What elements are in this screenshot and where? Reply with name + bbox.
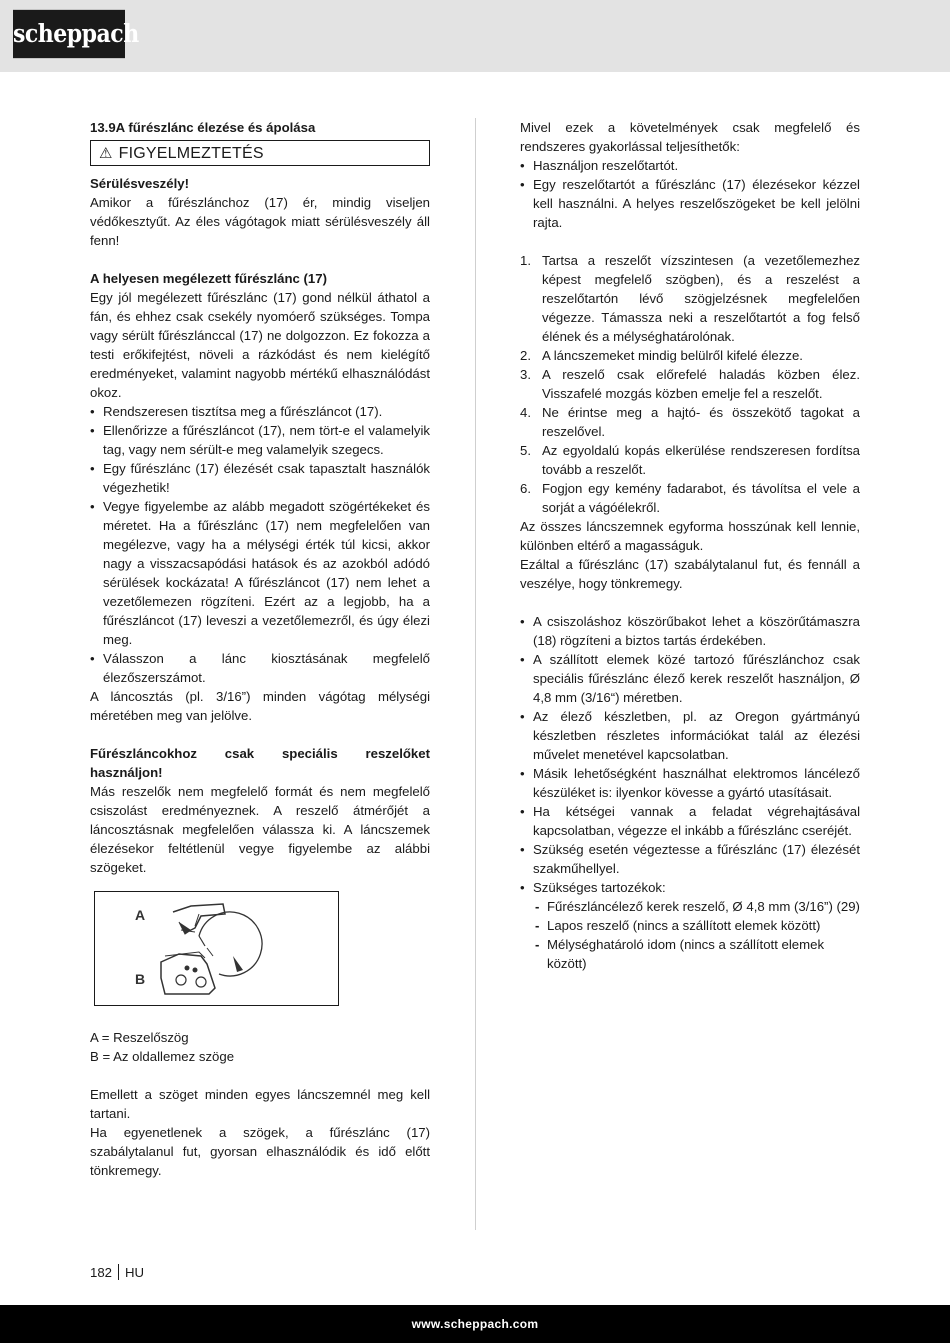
danger-text: Amikor a fűrészlánchoz (17) ér, mindig viseljen védőkesztyűt. Az éles vágótagok miatt sérülésveszély áll fenn! xyxy=(90,195,430,248)
diagram-label-a: A xyxy=(135,907,146,923)
danger-title: Sérülésveszély! xyxy=(90,176,189,191)
list-item: • A csiszoláshoz köszörűbakot lehet a köszörűtámaszra (18) rögzíteni a biztos tartás érdekében. xyxy=(520,612,860,650)
angle-diagram xyxy=(94,891,339,1006)
chain-tooth-illustration xyxy=(95,892,338,1005)
tips-bullet-list xyxy=(520,612,860,897)
files-title: Fűrészláncokhoz csak speciális reszelőket használjon! xyxy=(90,746,430,780)
files-text: Más reszelők nem megfelelő formát és nem megfelelő csiszolást eredményeznek. A reszelő átmérőjét a láncosztásnak megfelelően válassza ki. A láncszemek élezésekor feltétlenül vegye figyelembe az alábbi szögeket. xyxy=(90,784,430,875)
page-number-separator xyxy=(118,1264,119,1280)
scheppach-logo: scheppach xyxy=(13,10,125,58)
list-item: • Vegye figyelembe az alább megadott szögértékeket és méretet. Ha a fűrészlánc (17) nem megfelelően van megélezve, vagy ha a mélységi érték túl kicsi, akkor nagy a visszacsapódási hatások és az azokból adódó sérülések kockázata! A fűrészláncot (17) nem lehet a vezetőlemezen rögzíteni. Ezért az a legjobb, ha a fűrészláncot (17) leveszi a vezetőlemezről, és úgy élezi meg. xyxy=(90,497,430,649)
caption-a: A = Reszelőszög xyxy=(90,1030,189,1045)
list-item: 2. A láncszemeket mindig belülről kifelé élezze. xyxy=(520,348,803,363)
section-title: 13.9A fűrészlánc élezése és ápolása xyxy=(90,120,316,135)
list-item: 5. Az egyoldalú kopás elkerülése rendszeresen fordítsa tovább a reszelőt. xyxy=(520,443,860,477)
page-number xyxy=(90,1264,144,1280)
sharp-chain-text: Egy jól megélezett fűrészlánc (17) gond nélkül áthatol a fán, és ehhez csak csekély nyomóerő szükséges. Tompa vagy sérült fűrészlánccal (17) ne dolgozzon. Ez fokozza a testi erőkifejtést, növeli a rázkódást és nem kielégítő eredményeket, valamint nagyobb mértékű elhasználódást okoz. xyxy=(90,290,430,400)
list-item: • Ellenőrizze a fűrészláncot (17), nem tört-e el valamelyik tag, vagy nem sérült-e meg valamelyik szegecs. xyxy=(90,421,430,459)
sharp-chain-title: A helyesen megélezett fűrészlánc (17) xyxy=(90,271,327,286)
intro-bullet-list xyxy=(520,156,860,232)
page-language: HU xyxy=(125,1264,145,1280)
warning-triangle-icon: ⚠ xyxy=(99,144,113,162)
list-item: • Egy fűrészlánc (17) élezését csak tapasztalt használók végezhetik! xyxy=(90,459,430,497)
list-item: • Ha kétségei vannak a feladat végrehajtásával kapcsolatban, végezze el inkább a fűrészlánc cseréjét. xyxy=(520,802,860,840)
caption-b: B = Az oldallemez szöge xyxy=(90,1049,235,1064)
sharpening-steps xyxy=(520,251,860,517)
list-item: • Válasszon a lánc kiosztásának megfelelő élezőszerszámot. xyxy=(90,649,430,687)
angle-text: Emellett a szöget minden egyes láncszemnél meg kell tartani. xyxy=(90,1087,430,1121)
warning-title: FIGYELMEZTETÉS xyxy=(118,144,264,162)
list-item: • Használjon reszelőtartót. xyxy=(520,156,860,175)
list-item: • Másik lehetőségként használhat elektromos láncélező készüléket is: ilyenkor kövesse a gyártó utasításait. xyxy=(520,764,860,802)
list-item: • Szükséges tartozékok: xyxy=(520,878,860,897)
diagram-label-b: B xyxy=(135,971,146,987)
page-header xyxy=(0,0,950,72)
list-item: - Fűrészláncélező kerek reszelő, Ø 4,8 mm (3/16”) (29) xyxy=(533,897,860,916)
list-item: • Rendszeresen tisztítsa meg a fűrészláncot (17). xyxy=(90,402,430,421)
list-item: 1. Tartsa a reszelőt vízszintesen (a vezetőlemezhez képest megfelelő szögben), és a reszelést a reszelőtartón lévő szögjelzésnek megfelelően végezze. Támassza neki a reszelőtartót a fog felső élének és a mélységhatárolónak. xyxy=(520,253,860,344)
left-column xyxy=(90,118,430,1180)
page-footer xyxy=(0,1305,950,1343)
list-item: - Lapos reszelő (nincs a szállított elemek között) xyxy=(533,916,860,935)
warning-box xyxy=(90,140,430,166)
list-item: 4. Ne érintse meg a hajtó- és összekötő tagokat a reszelővel. xyxy=(520,405,860,439)
column-divider xyxy=(475,118,476,1230)
list-item: • Az élező készletben, pl. az Oregon gyártmányú készletben részletes információkat talál az élezési művelet menetével kapcsolatban. xyxy=(520,707,860,764)
pitch-text: A láncosztás (pl. 3/16”) minden vágótag mélységi méretében meg van jelölve. xyxy=(90,689,430,723)
uneven-angle-text: Ha egyenetlenek a szögek, a fűrészlánc (17) szabálytalanul fut, gyorsan elhasználódik és idő előtt tönkremegy. xyxy=(90,1125,430,1178)
accessories-list xyxy=(533,897,860,973)
list-item: • Szükség esetén végeztesse a fűrészlánc (17) élezését szakműhellyel. xyxy=(520,840,860,878)
list-item: - Mélységhatároló idom (nincs a szállított elemek között) xyxy=(533,935,860,973)
list-item: 6. Fogjon egy kemény fadarabot, és távolítsa el vele a sorját a vágóélekről. xyxy=(520,481,860,515)
irregular-run-text: Ezáltal a fűrészlánc (17) szabálytalanul fut, és fennáll a veszélye, hogy tönkremegy. xyxy=(520,557,860,591)
list-item: • Egy reszelőtartót a fűrészlánc (17) élezésekor kézzel kell használni. A helyes reszelőszögeket be kell jelölni rajta. xyxy=(520,175,860,232)
page-number-value: 182 xyxy=(90,1264,113,1280)
equal-length-text: Az összes láncszemnek egyforma hosszúnak kell lennie, különben eltérő a magasságuk. xyxy=(520,519,860,553)
footer-url: www.scheppach.com xyxy=(411,1317,539,1331)
right-column xyxy=(520,118,860,973)
list-item: 3. A reszelő csak előrefelé haladás közben élez. Visszafelé mozgás közben emelje fel a reszelőt. xyxy=(520,367,860,401)
care-bullet-list xyxy=(90,402,430,687)
intro-text: Mivel ezek a követelmények csak megfelelő és rendszeres gyakorlással teljesíthetők: xyxy=(520,120,860,154)
list-item: • A szállított elemek közé tartozó fűrészlánchoz csak speciális fűrészlánc élező kerek reszelőt használjon, Ø 4,8 mm (3/16“) méretben. xyxy=(520,650,860,707)
